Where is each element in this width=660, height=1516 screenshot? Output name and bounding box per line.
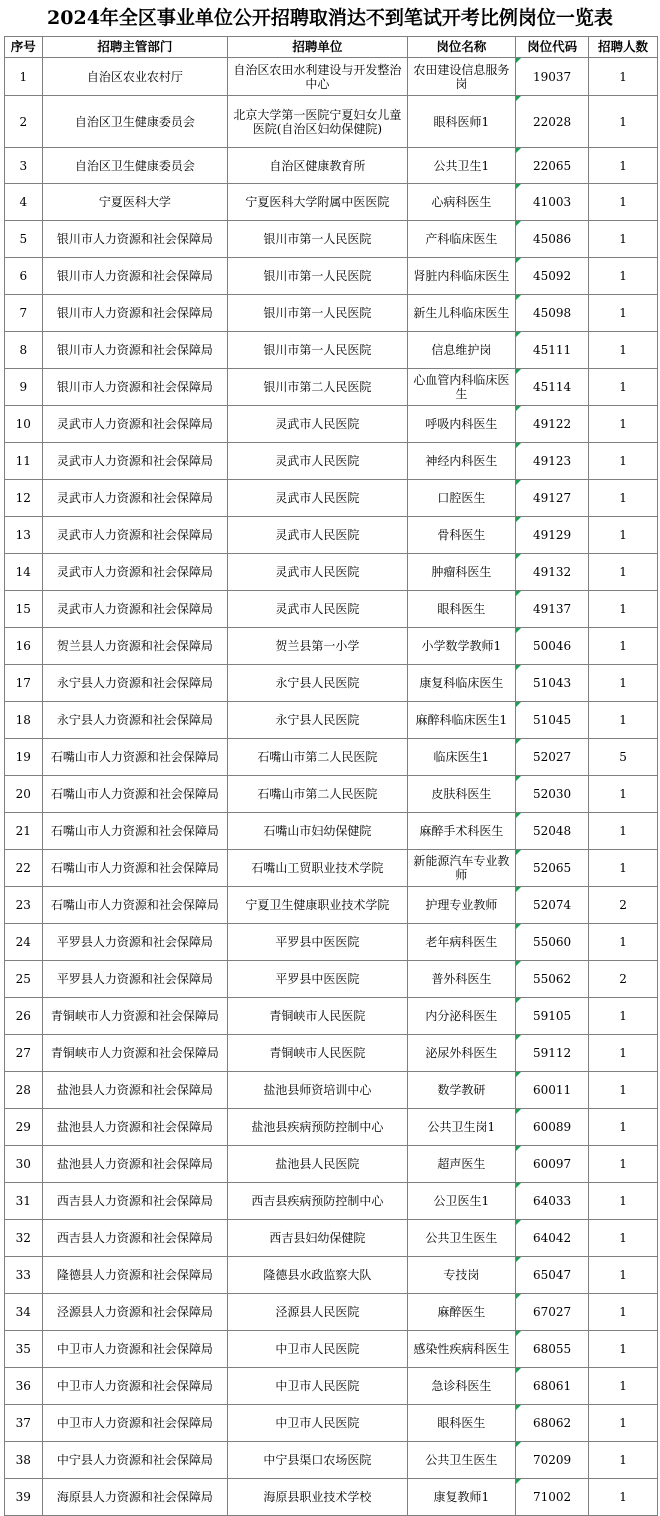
cell-position: 神经内科医生 [407,443,515,480]
cell-unit: 银川市第一人民医院 [228,295,407,332]
cell-no: 2 [5,96,43,148]
cell-no: 17 [5,665,43,702]
cell-count: 1 [589,1331,658,1368]
table-row [5,1146,658,1183]
cell-dept: 隆德县人力资源和社会保障局 [42,1257,228,1294]
cell-position: 公共卫生医生 [407,1442,515,1479]
table-row [5,1220,658,1257]
cell-position: 老年病科医生 [407,924,515,961]
table-row [5,776,658,813]
cell-code: 52065 [516,850,589,887]
cell-no: 15 [5,591,43,628]
cell-dept: 西吉县人力资源和社会保障局 [42,1220,228,1257]
cell-no: 33 [5,1257,43,1294]
cell-code: 65047 [516,1257,589,1294]
cell-count: 1 [589,1220,658,1257]
cell-unit: 石嘴山市妇幼保健院 [228,813,407,850]
cell-code: 71002 [516,1479,589,1516]
table-row [5,591,658,628]
cell-position: 肿瘤科医生 [407,554,515,591]
cell-count: 1 [589,702,658,739]
cell-count: 1 [589,58,658,96]
cell-unit: 灵武市人民医院 [228,554,407,591]
cell-no: 7 [5,295,43,332]
cell-count: 1 [589,1368,658,1405]
cell-code: 49122 [516,406,589,443]
cell-count: 1 [589,776,658,813]
cell-dept: 银川市人力资源和社会保障局 [42,332,228,369]
cell-no: 38 [5,1442,43,1479]
cell-position: 眼科医生 [407,1405,515,1442]
cell-code: 67027 [516,1294,589,1331]
cell-dept: 海原县人力资源和社会保障局 [42,1479,228,1516]
cell-position: 骨科医生 [407,517,515,554]
cell-code: 49123 [516,443,589,480]
cell-unit: 自治区健康教育所 [228,148,407,184]
cell-dept: 中卫市人力资源和社会保障局 [42,1331,228,1368]
cell-no: 19 [5,739,43,776]
table-row [5,813,658,850]
table-row [5,1368,658,1405]
cell-unit: 盐池县疾病预防控制中心 [228,1109,407,1146]
cell-no: 37 [5,1405,43,1442]
cell-code: 45092 [516,258,589,295]
cell-position: 数学教研 [407,1072,515,1109]
cell-code: 64042 [516,1220,589,1257]
cell-no: 30 [5,1146,43,1183]
cell-position: 公共卫生岗1 [407,1109,515,1146]
cell-code: 60097 [516,1146,589,1183]
cell-no: 21 [5,813,43,850]
cell-position: 麻醉科临床医生1 [407,702,515,739]
column-header-position: 岗位名称 [407,37,515,58]
table-row [5,702,658,739]
cell-unit: 北京大学第一医院宁夏妇女儿童医院(自治区妇幼保健院) [228,96,407,148]
cell-unit: 石嘴山市第二人民医院 [228,776,407,813]
cell-count: 1 [589,332,658,369]
cell-position: 公卫医生1 [407,1183,515,1220]
cell-count: 1 [589,96,658,148]
cell-position: 心病科医生 [407,184,515,221]
cell-no: 27 [5,1035,43,1072]
cell-position: 公共卫生1 [407,148,515,184]
cell-count: 1 [589,184,658,221]
cell-dept: 盐池县人力资源和社会保障局 [42,1109,228,1146]
cell-dept: 平罗县人力资源和社会保障局 [42,961,228,998]
cell-position: 农田建设信息服务岗 [407,58,515,96]
table-row [5,1072,658,1109]
cell-no: 3 [5,148,43,184]
table-row [5,1257,658,1294]
cell-position: 超声医生 [407,1146,515,1183]
cell-code: 70209 [516,1442,589,1479]
cell-dept: 自治区农业农村厅 [42,58,228,96]
cell-no: 23 [5,887,43,924]
cell-no: 18 [5,702,43,739]
cell-no: 25 [5,961,43,998]
cell-no: 10 [5,406,43,443]
cell-unit: 灵武市人民医院 [228,480,407,517]
cell-unit: 石嘴山工贸职业技术学院 [228,850,407,887]
table-row [5,924,658,961]
cell-count: 1 [589,813,658,850]
cell-unit: 隆德县水政监察大队 [228,1257,407,1294]
cell-code: 51045 [516,702,589,739]
cell-no: 20 [5,776,43,813]
cell-position: 口腔医生 [407,480,515,517]
table-row [5,1109,658,1146]
cell-dept: 自治区卫生健康委员会 [42,148,228,184]
cell-count: 1 [589,443,658,480]
cell-count: 1 [589,148,658,184]
table-row [5,517,658,554]
cell-dept: 灵武市人力资源和社会保障局 [42,443,228,480]
cell-count: 2 [589,887,658,924]
cell-unit: 盐池县人民医院 [228,1146,407,1183]
cell-unit: 西吉县疾病预防控制中心 [228,1183,407,1220]
cell-count: 1 [589,850,658,887]
cell-unit: 青铜峡市人民医院 [228,1035,407,1072]
table-row [5,628,658,665]
table-row [5,554,658,591]
cell-dept: 盐池县人力资源和社会保障局 [42,1072,228,1109]
cell-count: 5 [589,739,658,776]
cell-code: 52074 [516,887,589,924]
cell-dept: 中宁县人力资源和社会保障局 [42,1442,228,1479]
cell-dept: 灵武市人力资源和社会保障局 [42,480,228,517]
cell-position: 普外科医生 [407,961,515,998]
cell-no: 12 [5,480,43,517]
cell-position: 信息维护岗 [407,332,515,369]
cell-dept: 宁夏医科大学 [42,184,228,221]
cell-count: 2 [589,961,658,998]
table-row [5,1331,658,1368]
cell-dept: 泾源县人力资源和社会保障局 [42,1294,228,1331]
table-row [5,96,658,148]
cell-position: 产科临床医生 [407,221,515,258]
cell-unit: 青铜峡市人民医院 [228,998,407,1035]
cell-dept: 灵武市人力资源和社会保障局 [42,517,228,554]
cell-dept: 银川市人力资源和社会保障局 [42,221,228,258]
cell-count: 1 [589,1479,658,1516]
cell-dept: 盐池县人力资源和社会保障局 [42,1146,228,1183]
cell-code: 49129 [516,517,589,554]
cell-code: 49127 [516,480,589,517]
cell-no: 13 [5,517,43,554]
cell-unit: 盐池县师资培训中心 [228,1072,407,1109]
cell-unit: 中宁县渠口农场医院 [228,1442,407,1479]
cell-unit: 灵武市人民医院 [228,517,407,554]
cell-count: 1 [589,628,658,665]
cell-no: 6 [5,258,43,295]
table-row [5,332,658,369]
cell-code: 60089 [516,1109,589,1146]
table-row [5,443,658,480]
cell-code: 52048 [516,813,589,850]
cell-no: 1 [5,58,43,96]
cell-no: 29 [5,1109,43,1146]
cell-no: 5 [5,221,43,258]
cell-unit: 灵武市人民医院 [228,443,407,480]
table-header-row [5,37,658,58]
cell-no: 24 [5,924,43,961]
table-row [5,739,658,776]
table-row [5,480,658,517]
table-row [5,1442,658,1479]
cell-count: 1 [589,258,658,295]
table-row [5,1294,658,1331]
cell-position: 新生儿科临床医生 [407,295,515,332]
cell-count: 1 [589,1035,658,1072]
cell-no: 31 [5,1183,43,1220]
cell-dept: 自治区卫生健康委员会 [42,96,228,148]
page-title: 2024年全区事业单位公开招聘取消达不到笔试开考比例岗位一览表 [47,7,613,29]
cell-position: 临床医生1 [407,739,515,776]
cell-count: 1 [589,406,658,443]
cell-unit: 海原县职业技术学校 [228,1479,407,1516]
cell-unit: 平罗县中医医院 [228,961,407,998]
cell-dept: 青铜峡市人力资源和社会保障局 [42,1035,228,1072]
cell-dept: 青铜峡市人力资源和社会保障局 [42,998,228,1035]
cell-code: 68062 [516,1405,589,1442]
cell-no: 36 [5,1368,43,1405]
cell-position: 内分泌科医生 [407,998,515,1035]
cell-code: 19037 [516,58,589,96]
cell-dept: 银川市人力资源和社会保障局 [42,295,228,332]
cell-dept: 平罗县人力资源和社会保障局 [42,924,228,961]
cell-position: 心血管内科临床医生 [407,369,515,406]
cell-count: 1 [589,1405,658,1442]
cell-unit: 灵武市人民医院 [228,591,407,628]
cell-position: 泌尿外科医生 [407,1035,515,1072]
cell-count: 1 [589,1109,658,1146]
cell-unit: 平罗县中医医院 [228,924,407,961]
cell-unit: 银川市第二人民医院 [228,369,407,406]
cell-dept: 永宁县人力资源和社会保障局 [42,665,228,702]
cell-code: 45098 [516,295,589,332]
table-row [5,850,658,887]
cell-code: 49132 [516,554,589,591]
cell-unit: 永宁县人民医院 [228,702,407,739]
cell-code: 55062 [516,961,589,998]
cell-count: 1 [589,554,658,591]
cell-dept: 灵武市人力资源和社会保障局 [42,406,228,443]
cell-count: 1 [589,924,658,961]
cell-code: 51043 [516,665,589,702]
cell-code: 22028 [516,96,589,148]
cell-position: 康复教师1 [407,1479,515,1516]
cell-dept: 石嘴山市人力资源和社会保障局 [42,776,228,813]
cell-code: 68055 [516,1331,589,1368]
cell-dept: 石嘴山市人力资源和社会保障局 [42,739,228,776]
column-header-unit: 招聘单位 [228,37,407,58]
table-row [5,1405,658,1442]
cell-position: 康复科临床医生 [407,665,515,702]
cell-no: 4 [5,184,43,221]
positions-table [4,36,658,1516]
cell-position: 呼吸内科医生 [407,406,515,443]
cell-position: 专技岗 [407,1257,515,1294]
cell-no: 8 [5,332,43,369]
cell-code: 59112 [516,1035,589,1072]
cell-position: 公共卫生医生 [407,1220,515,1257]
cell-no: 9 [5,369,43,406]
cell-count: 1 [589,295,658,332]
table-row [5,1479,658,1516]
table-row [5,998,658,1035]
cell-dept: 中卫市人力资源和社会保障局 [42,1368,228,1405]
cell-dept: 银川市人力资源和社会保障局 [42,258,228,295]
cell-no: 11 [5,443,43,480]
cell-unit: 泾源县人民医院 [228,1294,407,1331]
table-row [5,369,658,406]
cell-count: 1 [589,1183,658,1220]
cell-count: 1 [589,517,658,554]
cell-position: 肾脏内科临床医生 [407,258,515,295]
cell-code: 59105 [516,998,589,1035]
cell-code: 68061 [516,1368,589,1405]
table-row [5,258,658,295]
cell-count: 1 [589,665,658,702]
cell-unit: 银川市第一人民医院 [228,221,407,258]
cell-count: 1 [589,1442,658,1479]
cell-unit: 西吉县妇幼保健院 [228,1220,407,1257]
cell-no: 14 [5,554,43,591]
cell-no: 34 [5,1294,43,1331]
cell-dept: 灵武市人力资源和社会保障局 [42,591,228,628]
cell-code: 22065 [516,148,589,184]
column-header-no: 序号 [5,37,43,58]
cell-position: 眼科医生 [407,591,515,628]
table-row [5,221,658,258]
cell-position: 护理专业教师 [407,887,515,924]
table-body [5,58,658,1516]
cell-count: 1 [589,1257,658,1294]
cell-code: 45086 [516,221,589,258]
table-row [5,406,658,443]
cell-count: 1 [589,998,658,1035]
cell-code: 55060 [516,924,589,961]
cell-dept: 灵武市人力资源和社会保障局 [42,554,228,591]
cell-dept: 石嘴山市人力资源和社会保障局 [42,813,228,850]
cell-unit: 宁夏卫生健康职业技术学院 [228,887,407,924]
cell-position: 小学数学教师1 [407,628,515,665]
cell-unit: 宁夏医科大学附属中医医院 [228,184,407,221]
table-row [5,58,658,96]
cell-code: 52030 [516,776,589,813]
cell-dept: 石嘴山市人力资源和社会保障局 [42,850,228,887]
cell-position: 眼科医师1 [407,96,515,148]
cell-count: 1 [589,1294,658,1331]
cell-unit: 中卫市人民医院 [228,1368,407,1405]
cell-code: 45111 [516,332,589,369]
cell-code: 50046 [516,628,589,665]
cell-unit: 石嘴山市第二人民医院 [228,739,407,776]
cell-code: 60011 [516,1072,589,1109]
cell-unit: 自治区农田水利建设与开发整治中心 [228,58,407,96]
table-row [5,887,658,924]
cell-code: 52027 [516,739,589,776]
cell-position: 麻醉医生 [407,1294,515,1331]
cell-code: 49137 [516,591,589,628]
cell-dept: 银川市人力资源和社会保障局 [42,369,228,406]
cell-count: 1 [589,369,658,406]
cell-count: 1 [589,591,658,628]
cell-no: 28 [5,1072,43,1109]
column-header-dept: 招聘主管部门 [42,37,228,58]
cell-unit: 中卫市人民医院 [228,1405,407,1442]
cell-count: 1 [589,1146,658,1183]
cell-count: 1 [589,480,658,517]
table-row [5,1035,658,1072]
table-row [5,665,658,702]
cell-position: 感染性疾病科医生 [407,1331,515,1368]
table-row [5,184,658,221]
cell-unit: 灵武市人民医院 [228,406,407,443]
column-header-code: 岗位代码 [516,37,589,58]
cell-code: 64033 [516,1183,589,1220]
table-row [5,1183,658,1220]
cell-code: 45114 [516,369,589,406]
cell-unit: 银川市第一人民医院 [228,332,407,369]
cell-unit: 永宁县人民医院 [228,665,407,702]
table-row [5,961,658,998]
cell-position: 新能源汽车专业教师 [407,850,515,887]
cell-position: 麻醉手术科医生 [407,813,515,850]
cell-dept: 西吉县人力资源和社会保障局 [42,1183,228,1220]
cell-dept: 石嘴山市人力资源和社会保障局 [42,887,228,924]
cell-no: 39 [5,1479,43,1516]
cell-count: 1 [589,221,658,258]
cell-position: 急诊科医生 [407,1368,515,1405]
cell-dept: 永宁县人力资源和社会保障局 [42,702,228,739]
cell-unit: 贺兰县第一小学 [228,628,407,665]
cell-dept: 中卫市人力资源和社会保障局 [42,1405,228,1442]
cell-unit: 银川市第一人民医院 [228,258,407,295]
cell-no: 26 [5,998,43,1035]
cell-dept: 贺兰县人力资源和社会保障局 [42,628,228,665]
cell-unit: 中卫市人民医院 [228,1331,407,1368]
cell-no: 35 [5,1331,43,1368]
cell-no: 16 [5,628,43,665]
cell-no: 22 [5,850,43,887]
cell-no: 32 [5,1220,43,1257]
table-row [5,295,658,332]
cell-position: 皮肤科医生 [407,776,515,813]
cell-code: 41003 [516,184,589,221]
column-header-count: 招聘人数 [589,37,658,58]
table-row [5,148,658,184]
cell-count: 1 [589,1072,658,1109]
